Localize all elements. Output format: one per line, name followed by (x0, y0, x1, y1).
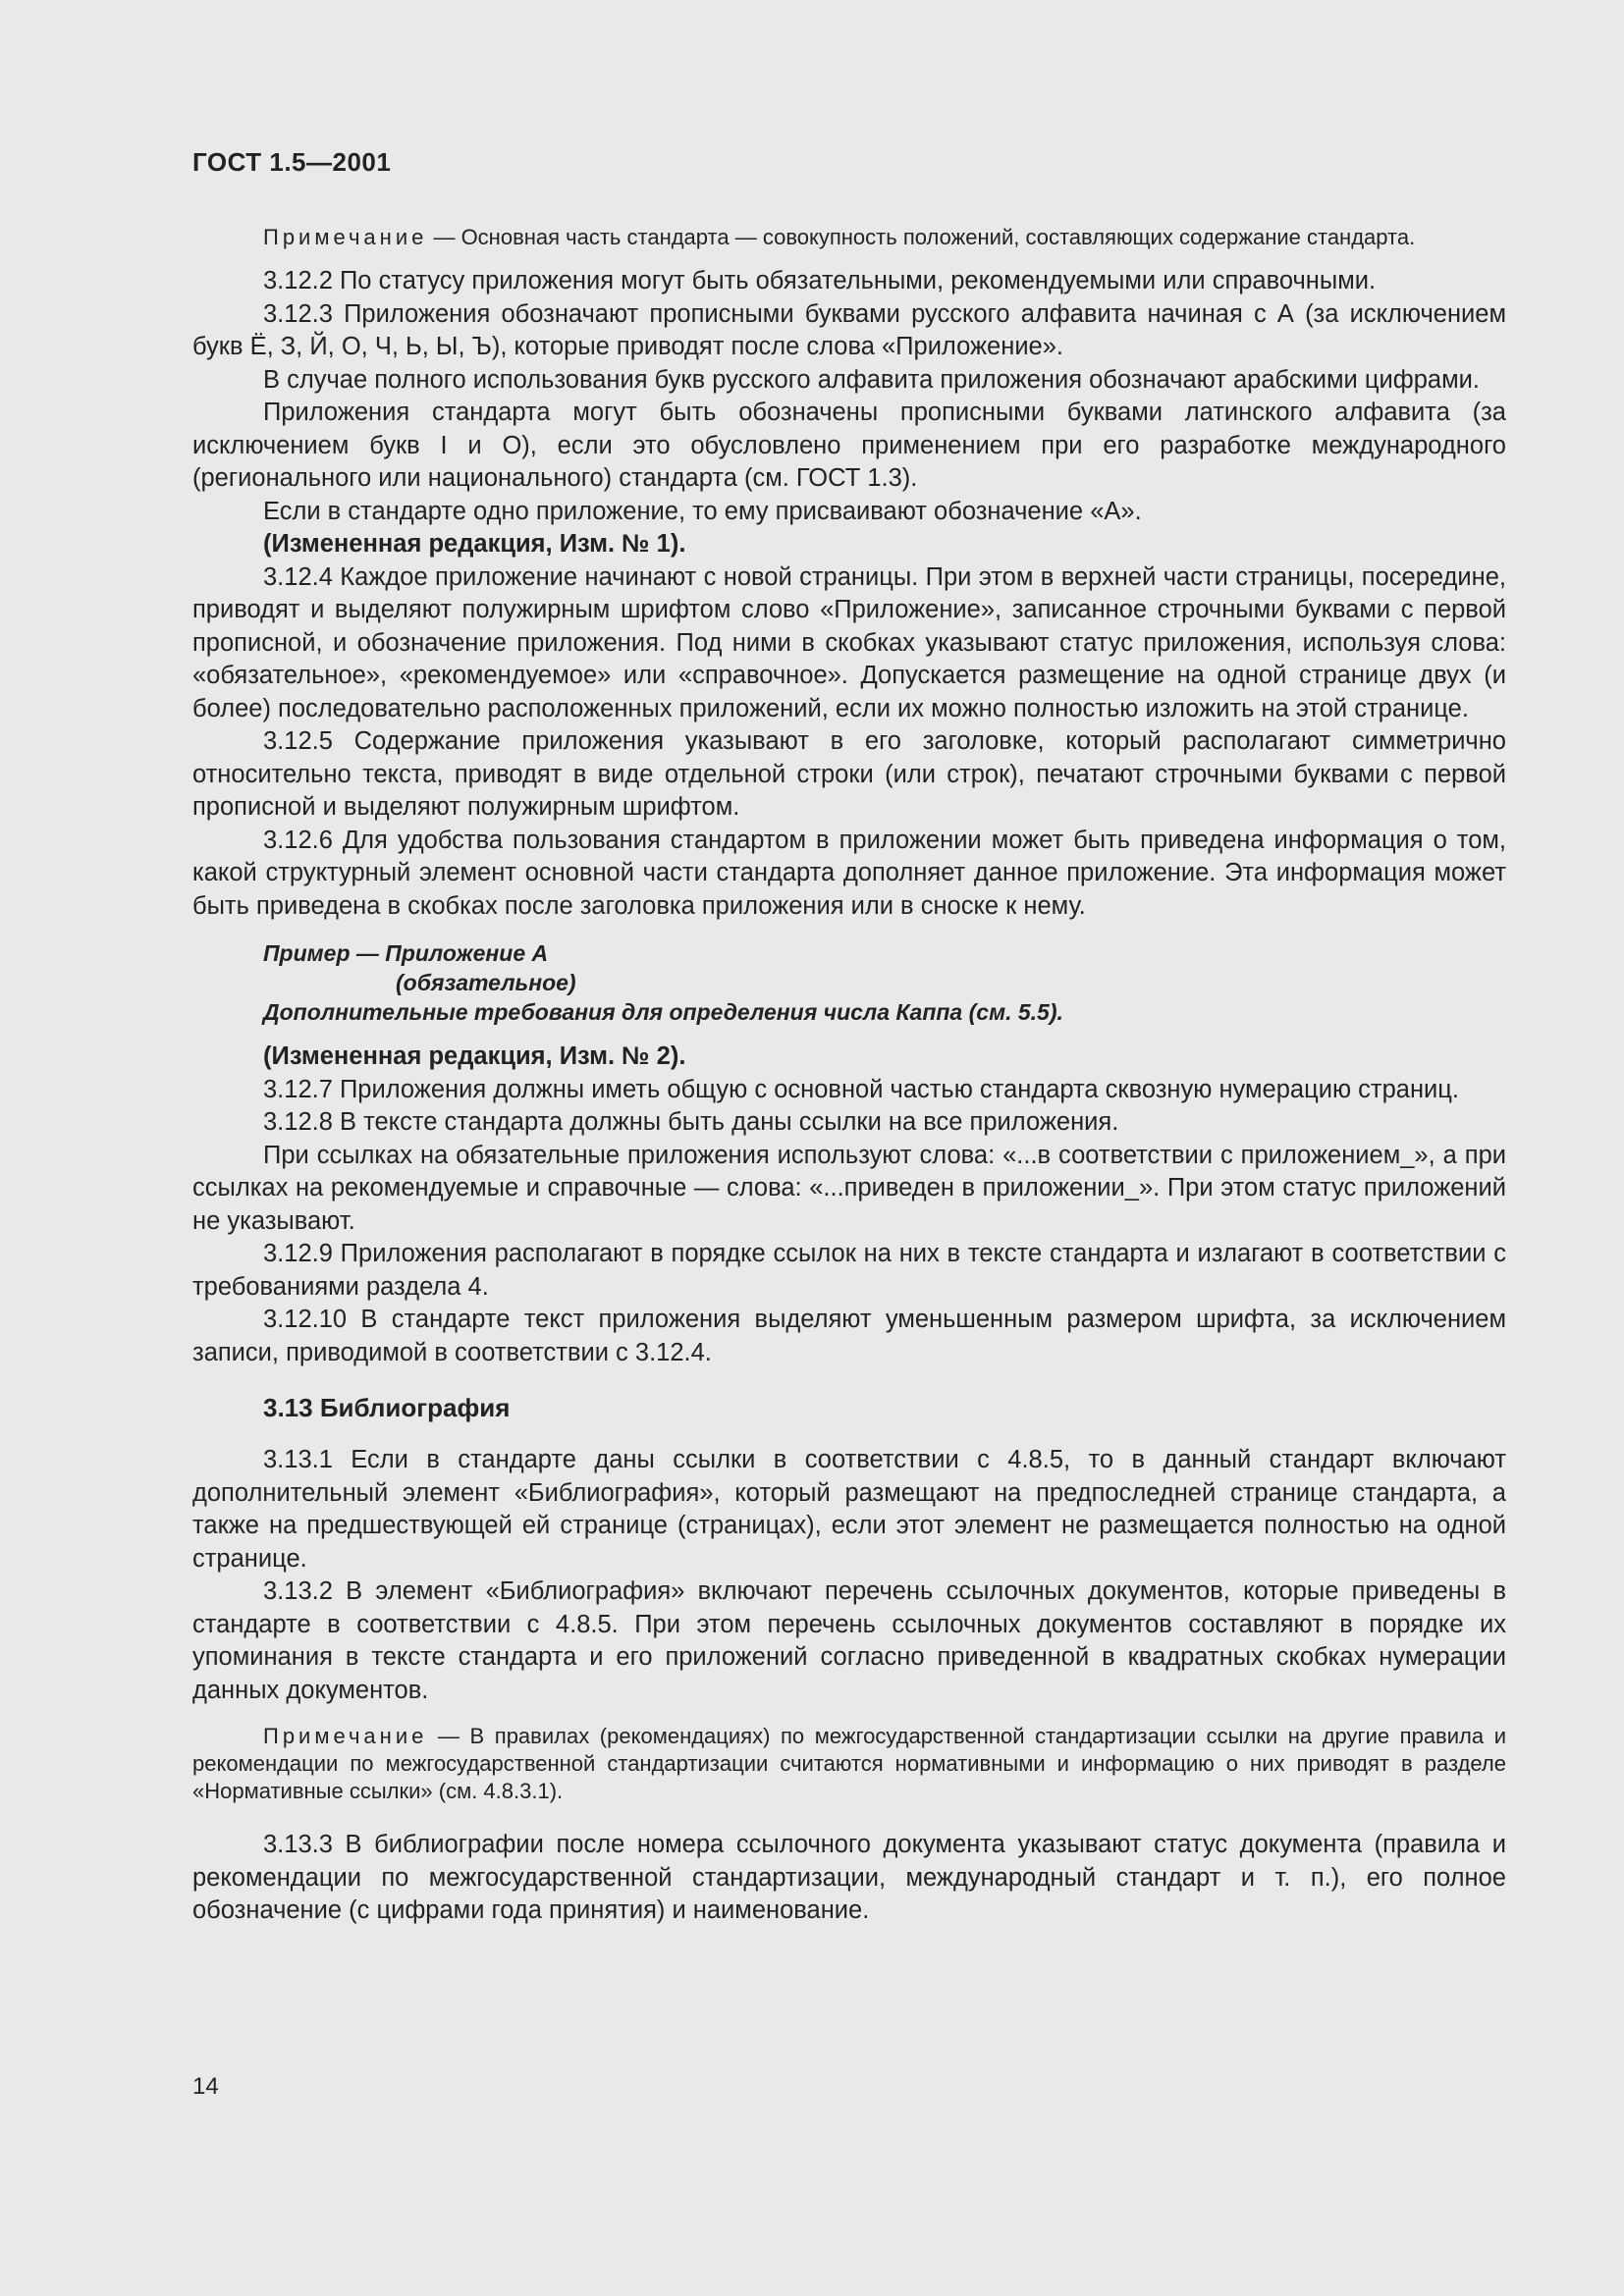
amendment-note-1: (Измененная редакция, Изм. № 1). (263, 530, 686, 558)
paragraph-3-12-5: 3.12.5 Содержание приложения указывают в его заголовке, который располагают симметрично относительно текста, приводят в виде отдельной строки (или строк), печатают строчными буквами с первой прописной и выделяют полужирным шрифтом. (192, 727, 1506, 821)
document-body (192, 224, 1506, 1928)
paragraph-3-12-7: 3.12.7 Приложения должны иметь общую с основной частью стандарта сквозную нумерацию страниц. (263, 1075, 1459, 1103)
paragraph-3-12-9: 3.12.9 Приложения располагают в порядке ссылок на них в тексте стандарта и излагают в соответствии с требованиями раздела 4. (192, 1240, 1506, 1301)
paragraph-3-13-3: 3.13.3 В библиографии после номера ссылочного документа указывают статус документа (правила и рекомендации по межгосударственной стандартизации, международный стандарт и т. п.), его полное обозначение (с цифрами года принятия) и наименование. (192, 1831, 1506, 1924)
section-heading-bibliography: 3.13 Библиография (263, 1393, 511, 1422)
note-label: Примечание (263, 1724, 428, 1748)
appendix-example (263, 938, 1506, 1027)
page-number: 14 (192, 2073, 219, 2100)
paragraph-3-12-6: 3.12.6 Для удобства пользования стандартом в приложении может быть приведена информация о том, какой структурный элемент основной части стандарта дополняет данное приложение. Эта информация может быть приведена в скобках после заголовка приложения или в сноске к нему. (192, 826, 1506, 920)
paragraph-3-12-8: 3.12.8 В тексте стандарта должны быть даны ссылки на все приложения. (263, 1108, 1119, 1136)
example-line-status: (обязательное) (396, 970, 576, 995)
note-main-part (192, 224, 1506, 251)
note-label: Примечание (263, 225, 428, 249)
paragraph-3-12-10: 3.12.10 В стандарте текст приложения выделяют уменьшенным размером шрифта, за исключением записи, приводимой в соответствии с 3.12.4. (192, 1306, 1506, 1366)
note-text: — Основная часть стандарта — совокупность положений, составляющих содержание стандарта. (427, 225, 1416, 249)
example-line-heading: Дополнительные требования для определения числа Каппа (см. 5.5). (263, 999, 1063, 1025)
paragraph-3-12-4: 3.12.4 Каждое приложение начинают с новой страницы. При этом в верхней части страницы, посередине, приводят и выделяют полужирным шрифтом слово «Приложение», записанное строчными буквами с первой прописной, и обозначение приложения. Под ними в скобках указывают статус приложения, используя слова: «обязательное», «рекомендуемое» или «справочное». Допускается размещение на одной странице двух (и более) последовательно расположенных приложений, если их можно полностью изложить на этой странице. (192, 562, 1506, 722)
document-header: ГОСТ 1.5—2001 (192, 147, 392, 177)
paragraph-full-alphabet: В случае полного использования букв русского алфавита приложения обозначают арабскими цифрами. (263, 365, 1480, 394)
paragraph-3-13-1: 3.13.1 Если в стандарте даны ссылки в соответствии с 4.8.5, то в данный стандарт включают дополнительный элемент «Библиография», который размещают на предпоследней странице стандарта, а также на предшествующей ей странице (страницах), если этот элемент не размещается полностью на одной странице. (192, 1446, 1506, 1573)
note-bibliography (192, 1723, 1506, 1805)
paragraph-single-appendix: Если в стандарте одно приложение, то ему присваивают обозначение «А». (263, 497, 1142, 525)
paragraph-latin-letters: Приложения стандарта могут быть обозначены прописными буквами латинского алфавита (за исключением букв I и O), если это обусловлено применением при его разработке международного (регионального или национального) стандарта (см. ГОСТ 1.3). (192, 399, 1506, 492)
paragraph-3-12-3: 3.12.3 Приложения обозначают прописными буквами русского алфавита начиная с А (за исключением букв Ё, З, Й, О, Ч, Ь, Ы, Ъ), которые приводят после слова «Приложение». (192, 299, 1506, 360)
paragraph-3-12-2: 3.12.2 По статусу приложения могут быть обязательными, рекомендуемыми или справочными. (263, 267, 1377, 294)
paragraph-references: При ссылках на обязательные приложения используют слова: «...в соответствии с приложением_», а при ссылках на рекомендуемые и справочные — слова: «...приведен в приложении_». При этом статус приложений не указывают. (192, 1141, 1506, 1235)
paragraph-3-13-2: 3.13.2 В элемент «Библиография» включают перечень ссылочных документов, которые приведены в стандарте в соответствии с 4.8.5. При этом перечень ссылочных документов составляют в порядке их упоминания в тексте стандарта и его приложений согласно приведенной в квадратных скобках нумерации данных документов. (192, 1577, 1506, 1704)
amendment-note-2: (Измененная редакция, Изм. № 2). (263, 1042, 686, 1070)
note-text: — В правилах (рекомендациях) по межгосударственной стандартизации ссылки на другие правила и рекомендации по межгосударственной стандартизации считаются нормативными и информацию о них приводят в разделе «Нормативные ссылки» (см. 4.8.3.1). (192, 1724, 1506, 1803)
example-line-title: Пример — Приложение А (263, 940, 549, 966)
